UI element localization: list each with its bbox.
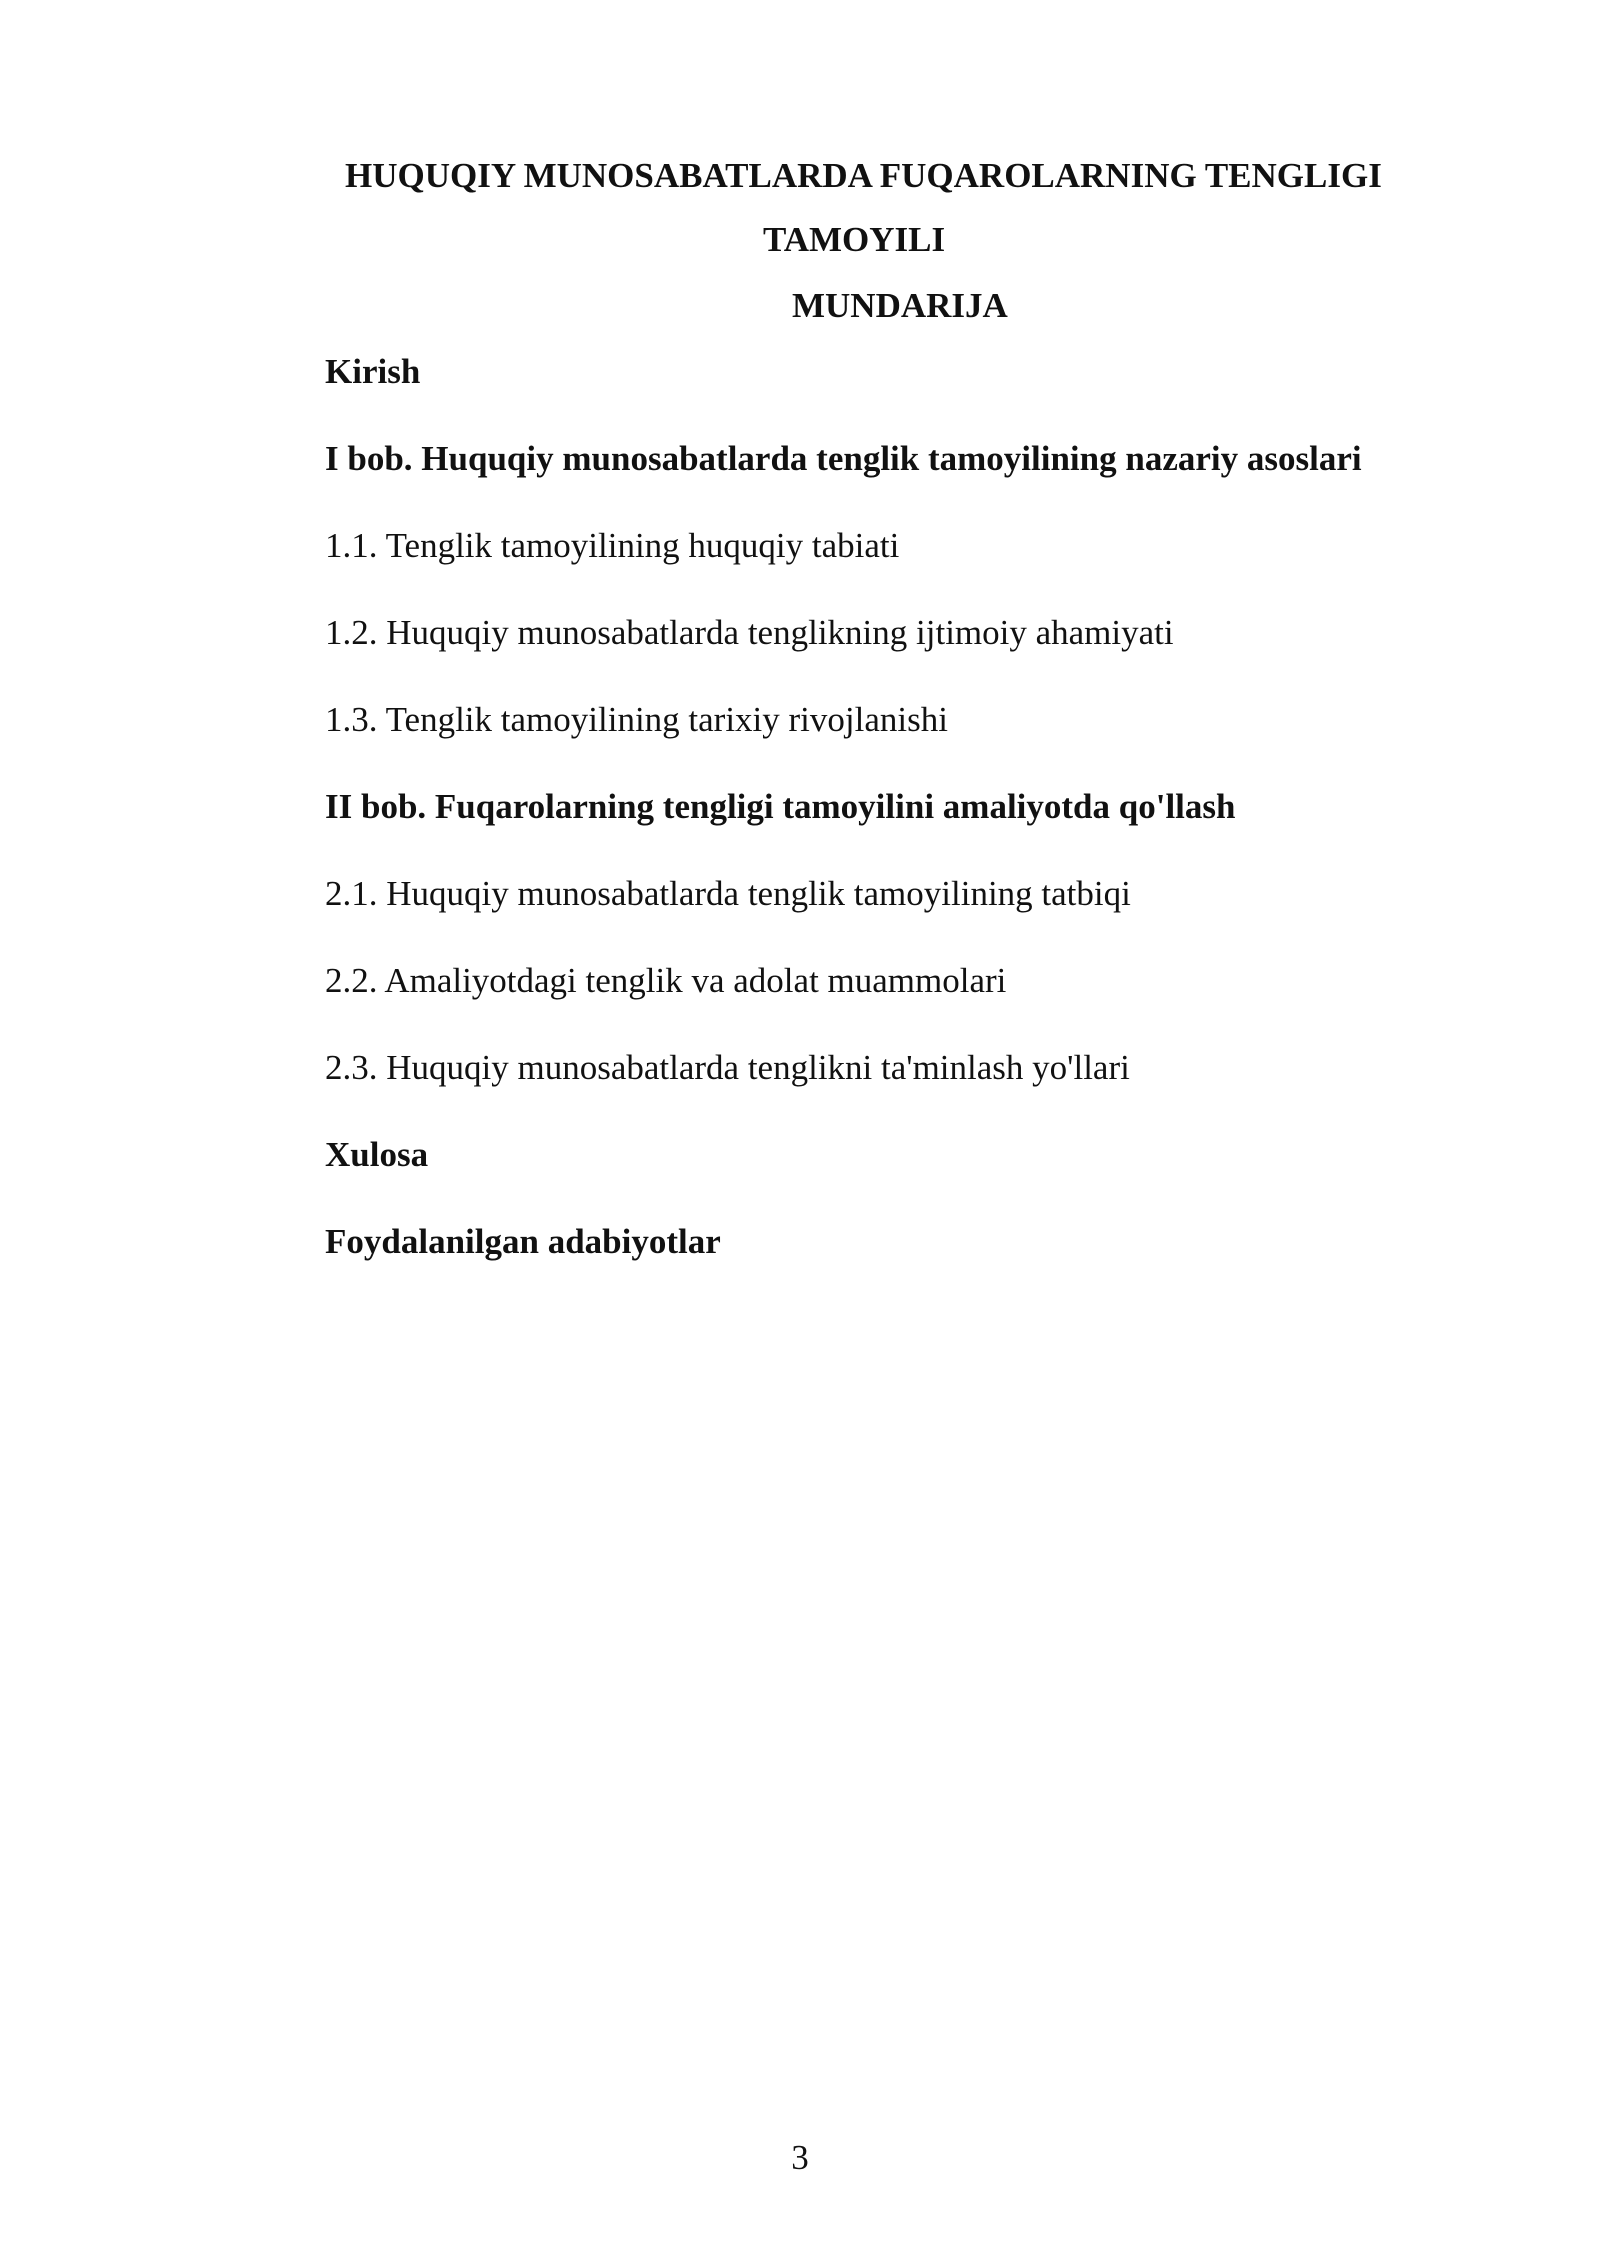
toc-entry-section-1-1: 1.1. Tenglik tamoyilining huquqiy tabiati (325, 526, 900, 565)
table-of-contents (325, 352, 1485, 1309)
toc-entry-conclusion: Xulosa (325, 1135, 429, 1174)
toc-entry-chapter-1: I bob. Huquqiy munosabatlarda tenglik tamoyilining nazariy asoslari (325, 439, 1362, 478)
toc-entry-section-1-3: 1.3. Tenglik tamoyilining tarixiy rivojlanishi (325, 700, 948, 739)
toc-entry-section-2-3: 2.3. Huquqiy munosabatlarda tenglikni ta'minlash yo'llari (325, 1048, 1130, 1087)
toc-entry-section-2-1: 2.1. Huquqiy munosabatlarda tenglik tamoyilining tatbiqi (325, 874, 1131, 913)
toc-entry-section-2-2: 2.2. Amaliyotdagi tenglik va adolat muammolari (325, 961, 1007, 1000)
document-title-line-2: TAMOYILI (763, 220, 946, 259)
toc-entry-section-1-2: 1.2. Huquqiy munosabatlarda tenglikning ijtimoiy ahamiyati (325, 613, 1174, 652)
toc-entry-chapter-2: II bob. Fuqarolarning tengligi tamoyilini amaliyotda qo'llash (325, 787, 1236, 826)
toc-entry-references: Foydalanilgan adabiyotlar (325, 1222, 721, 1261)
contents-heading: MUNDARIJA (792, 286, 1008, 325)
toc-entry-introduction: Kirish (325, 352, 421, 391)
document-title-line-1: HUQUQIY MUNOSABATLARDA FUQAROLARNING TENGLIGI (345, 156, 1382, 195)
page-number: 3 (791, 2138, 809, 2177)
